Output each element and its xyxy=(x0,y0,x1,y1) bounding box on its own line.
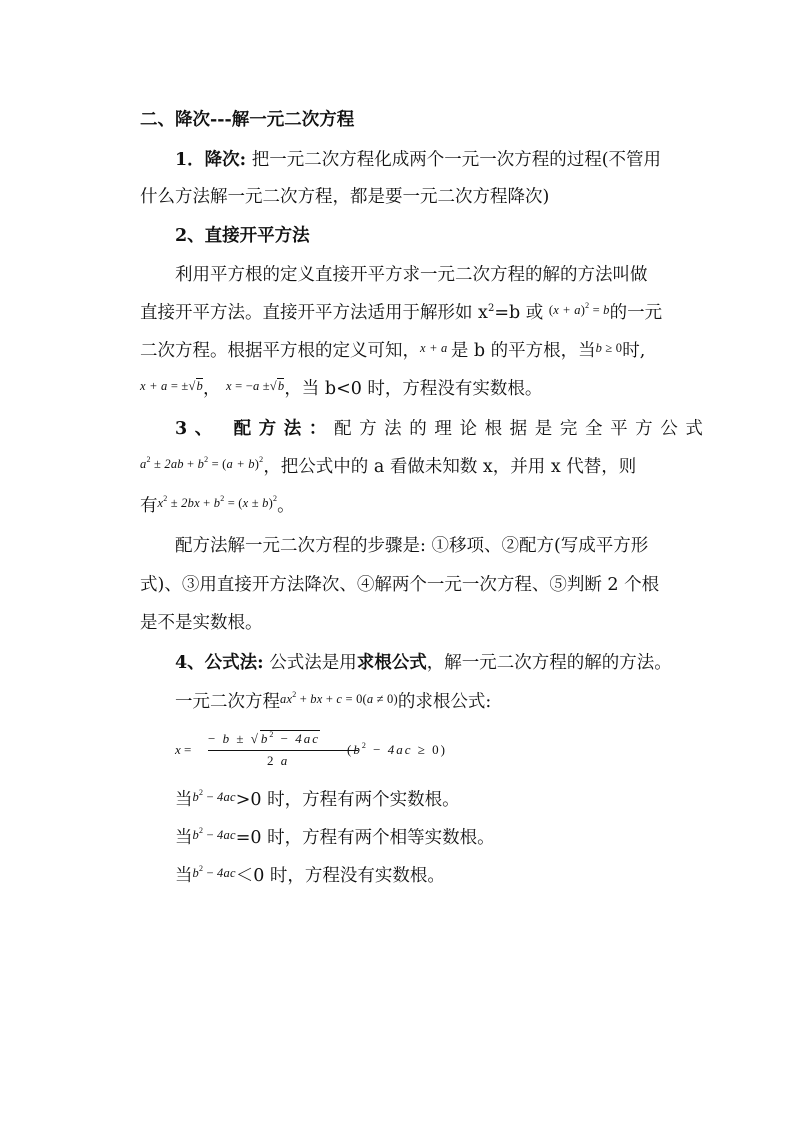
s3-text1: 配方法的理论根据是完全平方公式 xyxy=(333,419,711,439)
s2-para-line4 xyxy=(140,377,660,402)
s3-text3a: 有 xyxy=(140,496,158,516)
s3-text2: ，把公式中的 a 看做未知数 x，并用 x 代替，则 xyxy=(263,457,637,477)
s3-steps-line3: 是不是实数根。 xyxy=(140,613,263,633)
formula-lhs: x = xyxy=(175,742,192,757)
s4-case3b: ＜0 时，方程没有实数根。 xyxy=(235,866,445,886)
math-x-plus-a-squared-eq-b: (x + a)2 = b xyxy=(548,301,610,317)
s3-label: 3、 配方法： xyxy=(175,419,334,439)
s2-para-line2 xyxy=(140,301,663,326)
math-discriminant-2: b2 − 4ac xyxy=(192,826,236,842)
s2-p2b: =b 或 xyxy=(494,303,544,323)
s4-text2b: 的求根公式: xyxy=(397,692,492,712)
math-b-geq-0: b ≥ 0 xyxy=(595,341,623,355)
s4-text1c: ，解一元二次方程的解的方法。 xyxy=(426,653,672,673)
s2-para-line3 xyxy=(140,339,660,364)
s4-text1b: 求根公式 xyxy=(356,653,427,673)
s3-steps-line2: 式)、③用直接开方法降次、④解两个一元一次方程、⑤判断 2 个根 xyxy=(140,575,660,595)
s3-steps-line1: 配方法解一元二次方程的步骤是: ①移项、②配方(写成平方形 xyxy=(175,536,649,556)
s2-p4a: ， xyxy=(202,379,221,399)
section-heading: 二、降次---解一元二次方程 xyxy=(140,110,355,130)
formula-fraction-bar xyxy=(208,750,358,751)
s3-line2 xyxy=(140,455,660,480)
math-square-formula-x: x2 ± 2bx + b2 = (x ± b)2 xyxy=(157,494,278,510)
math-general-quadratic: ax2 + bx + c = 0(a ≠ 0) xyxy=(280,690,398,706)
s4-case2 xyxy=(175,826,660,851)
s1-line2: 什么方法解一元二次方程，都是要一元二次方程降次) xyxy=(140,187,550,207)
s3-line1 xyxy=(175,417,711,441)
s4-line2 xyxy=(175,690,660,715)
s4-case2b: =0 时，方程有两个相等实数根。 xyxy=(235,828,495,848)
math-root1: x + a = ±√b xyxy=(140,379,203,393)
formula-condition: $(b^2 - 4ac \ge 0)$ xyxy=(347,741,447,757)
s2-p4b: ，当 b<0 时，方程没有实数根。 xyxy=(284,379,543,399)
s4-case3a: 当 xyxy=(175,866,193,886)
s2-para-line1: 利用平方根的定义直接开平方求一元二次方程的解的方法叫做 xyxy=(175,265,648,285)
s2-p3c: 时, xyxy=(622,341,646,361)
s4-case3 xyxy=(175,864,660,889)
s4-text1a: 公式法是用 xyxy=(263,653,357,673)
math-square-formula-a: a2 ± 2ab + b2 = (a + b)2 xyxy=(140,455,264,471)
s4-case1b: >0 时，方程有两个实数根。 xyxy=(235,790,460,810)
math-discriminant-3: b2 − 4ac xyxy=(192,864,236,880)
s3-line3 xyxy=(140,494,660,519)
s2-p2c: 的一元 xyxy=(609,303,663,323)
formula-denominator: 2 a xyxy=(267,753,290,768)
s4-case1 xyxy=(175,788,660,813)
math-root2: x = −a ±√b xyxy=(226,379,285,393)
formula-numerator: − $b \pm √b^2 - 4ac$ xyxy=(208,730,320,746)
s4-case1a: 当 xyxy=(175,790,193,810)
quadratic-formula xyxy=(175,726,515,776)
s2-title: 2、直接开平方法 xyxy=(175,226,310,246)
s4-label: 4、公式法: xyxy=(175,653,264,673)
s2-p3a: 二次方程。根据平方根的定义可知， xyxy=(140,341,420,361)
math-discriminant-1: b2 − 4ac xyxy=(192,788,236,804)
s3-text3b: 。 xyxy=(277,496,295,516)
s4-case2a: 当 xyxy=(175,828,193,848)
math-x-plus-a: x + a xyxy=(420,341,451,355)
s4-line1 xyxy=(175,651,672,675)
s4-text2a: 一元二次方程 xyxy=(175,692,280,712)
s2-p3b: 是 b 的平方根，当 xyxy=(450,341,596,361)
s2-sq: 2 xyxy=(487,303,495,315)
s1-line1 xyxy=(175,148,660,172)
s1-text1: 把一元二次方程化成两个一元一次方程的过程(不管用 xyxy=(246,150,662,170)
s1-label: 1．降次: xyxy=(175,150,247,170)
s2-p2a: 直接开平方法。直接开平方法适用于解形如 x xyxy=(140,303,488,323)
